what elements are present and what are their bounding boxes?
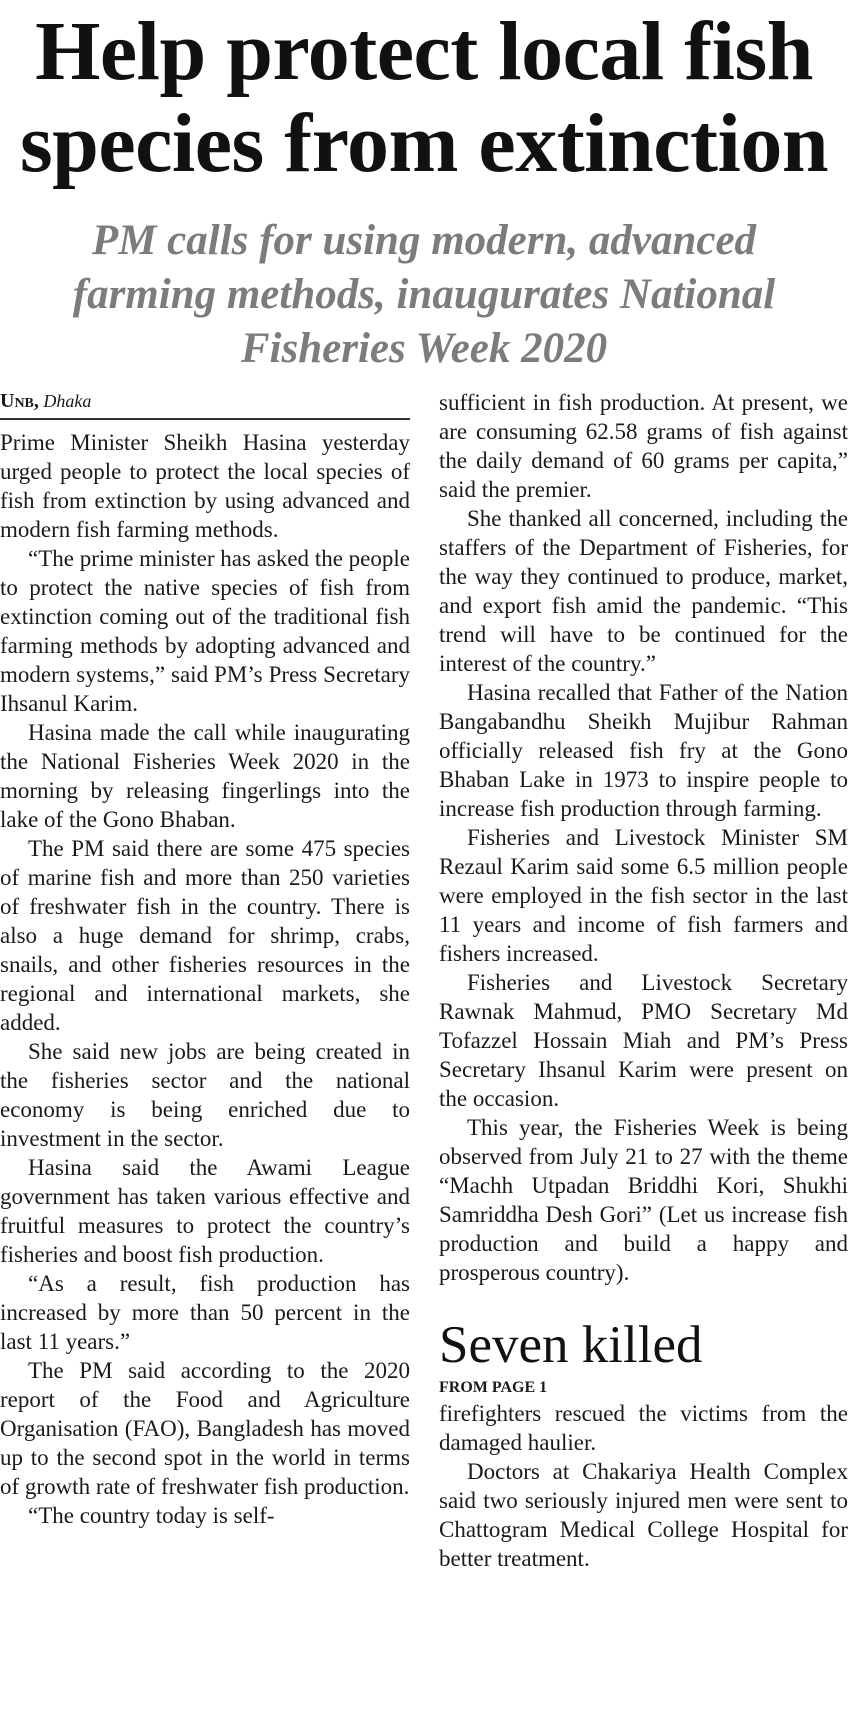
article-paragraph: Hasina made the call while inaugurating the National Fisheries Week 2020 in the morning by releasing fingerlings into the lake of the Gono Bhaban. (0, 720, 410, 832)
left-column (0, 388, 410, 1530)
article-paragraph: “The country today is self- (28, 1503, 275, 1528)
article-paragraph: The PM said according to the 2020 report of the Food and Agriculture Organisation (FAO), Bangladesh has moved up to the second spot in the world in terms of growth rate of freshwater fish production. (0, 1358, 410, 1499)
article-paragraph: sufficient in fish production. At present, we are consuming 62.58 grams of fish against the daily demand of 60 grams per capita,” said the premier. (439, 390, 848, 502)
article-paragraph: She thanked all concerned, including the staffers of the Department of Fisheries, for the way they continued to produce, market, and export fish amid the pandemic. “This trend will have to be continued for the interest of the country.” (439, 506, 848, 676)
byline (0, 388, 410, 420)
article-paragraph: This year, the Fisheries Week is being observed from July 21 to 27 with the theme “Machh Utpadan Briddhi Kori, Shukhi Samriddha Desh Gori” (Let us increase fish production and build a happy and prosperous country). (439, 1115, 848, 1285)
article-paragraph: Prime Minister Sheikh Hasina yesterday urged people to protect the local species of fish from extinction by using advanced and modern fish farming methods. (0, 430, 410, 542)
article-paragraph: Hasina recalled that Father of the Nation Bangabandhu Sheikh Mujibur Rahman officially released fish fry at the Gono Bhaban Lake in 1973 to inspire people to increase fish production through farming. (439, 680, 848, 821)
article-paragraph: Fisheries and Livestock Minister SM Rezaul Karim said some 6.5 million people were employed in the fish sector in the last 11 years and income of fish farmers and fishers increased. (439, 825, 848, 966)
article-paragraph: Hasina said the Awami League government has taken various effective and fruitful measures to protect the country’s fisheries and boost fish production. (0, 1155, 410, 1267)
article-paragraph: “As a result, fish production has increased by more than 50 percent in the last 11 years.” (0, 1271, 410, 1354)
article-paragraph: Fisheries and Livestock Secretary Rawnak Mahmud, PMO Secretary Md Tofazzel Hossain Miah and PM’s Press Secretary Ihsanul Karim were present on the occasion. (439, 970, 848, 1111)
byline-agency: Unb, (0, 390, 39, 412)
continuation-headline: Seven killed (439, 1316, 703, 1374)
article-paragraph: She said new jobs are being created in the fisheries sector and the national economy is being enriched due to investment in the sector. (0, 1039, 410, 1151)
byline-place: Dhaka (43, 391, 92, 411)
article-headline: Help protect local fish species from extinction (19, 5, 829, 190)
continuation-paragraph: firefighters rescued the victims from the damaged haulier. (439, 1401, 848, 1455)
continuation-paragraph: Doctors at Chakariya Health Complex said two seriously injured men were sent to Chattogram Medical College Hospital for better treatment. (439, 1459, 848, 1571)
article-paragraph: The PM said there are some 475 species of marine fish and more than 250 varieties of freshwater fish in the country. There is also a huge demand for shrimp, crabs, snails, and other fisheries resources in the regional and international markets, she added. (0, 836, 410, 1035)
from-page-label: FROM PAGE 1 (439, 1379, 548, 1396)
right-column (439, 388, 848, 1573)
article-subheadline: PM calls for using modern, advanced farming methods, inaugurates National Fisheries Week 2020 (72, 217, 776, 372)
article-paragraph: “The prime minister has asked the people to protect the native species of fish from extinction coming out of the traditional fish farming methods by adopting advanced and modern systems,” said PM’s Press Secretary Ihsanul Karim. (0, 546, 410, 716)
